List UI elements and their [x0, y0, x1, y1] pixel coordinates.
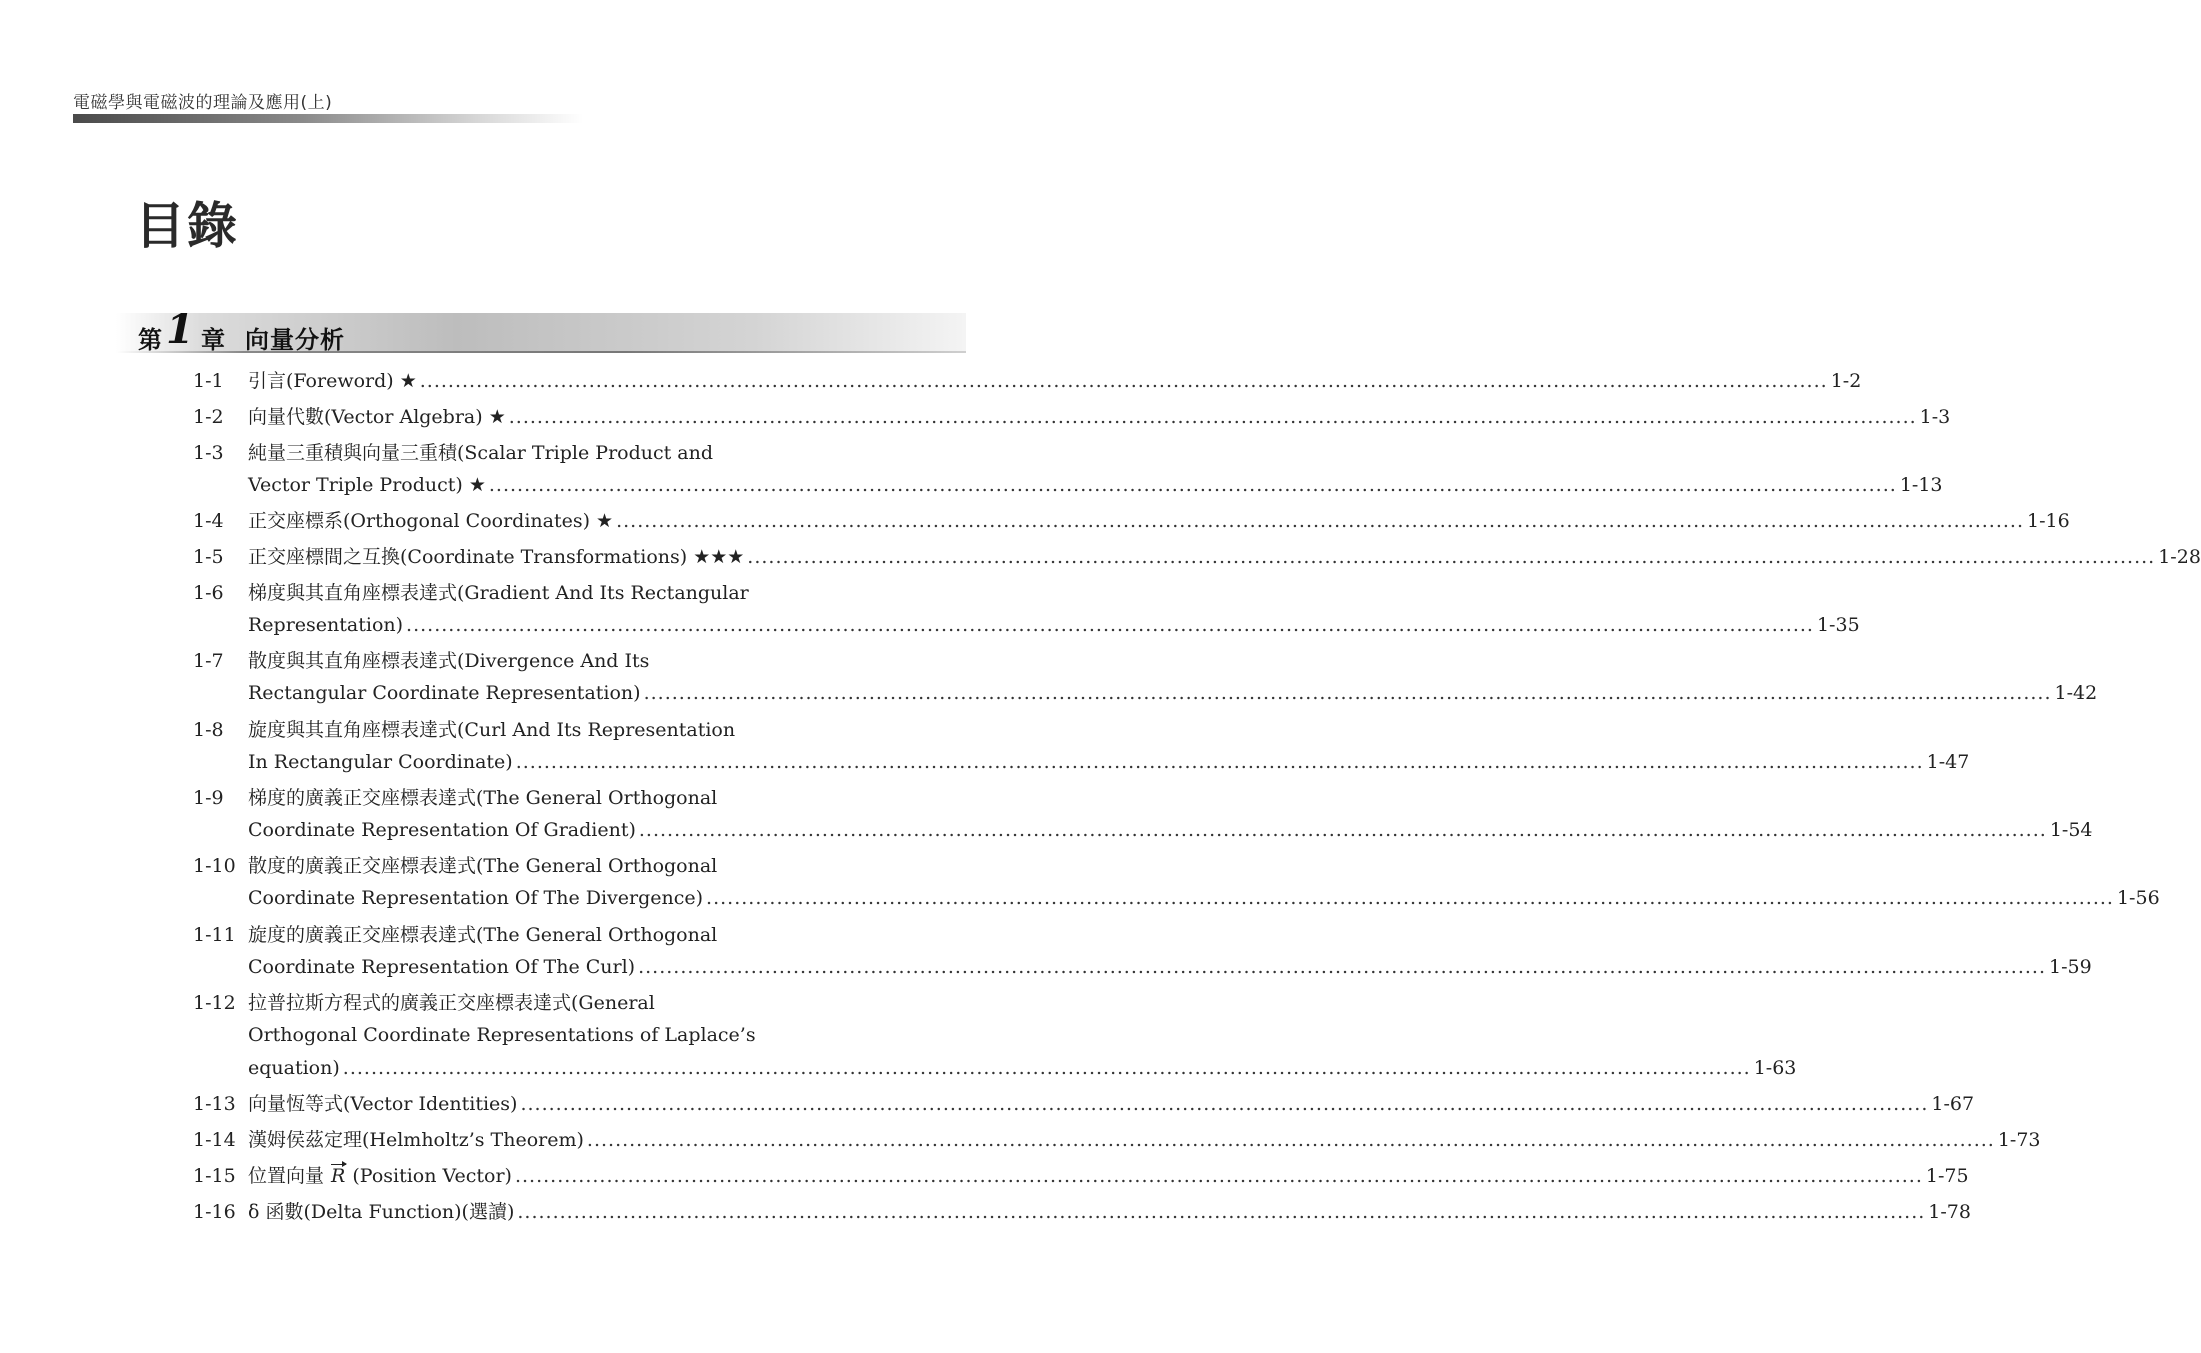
dot-leader: ........................................................................................................................................................................................................ — [419, 370, 1828, 392]
toc-entry-number: 1-6 — [193, 582, 224, 604]
toc-entry-line — [248, 1052, 1797, 1085]
toc-entry-title-line2: Coordinate Representation Of The Divergence) — [248, 887, 704, 909]
toc-entry-number: 1-7 — [193, 650, 224, 672]
dot-leader: ........................................................................................................................................................................................................ — [638, 956, 2046, 978]
toc-entry-title-line2: Vector Triple Product) ★ — [248, 474, 486, 496]
dot-leader: ........................................................................................................................................................................................................ — [515, 751, 1924, 773]
toc-entry-number: 1-15 — [193, 1165, 236, 1187]
toc-entry-title: 向量恆等式(Vector Identities) — [248, 1093, 518, 1115]
toc-entry-title-line1: 散度與其直角座標表達式(Divergence And Its — [248, 650, 650, 672]
toc-entry-title: 引言(Foreword) ★ — [248, 370, 417, 392]
toc-entry-title: 正交座標系(Orthogonal Coordinates) ★ — [248, 510, 614, 532]
toc-entry-page: 1-35 — [1816, 614, 1860, 636]
dot-leader: ........................................................................................................................................................................................................ — [616, 510, 2025, 532]
dot-leader: ........................................................................................................................................................................................................ — [406, 614, 1814, 636]
toc-entry-page: 1-3 — [1919, 406, 1951, 428]
toc-entry-title-line1: 散度的廣義正交座標表達式(The General Orthogonal — [248, 855, 718, 877]
dot-leader: ........................................................................................................................................................................................................ — [508, 406, 1917, 428]
toc-entry-page: 1-13 — [1899, 474, 1943, 496]
toc-entry-line — [248, 1124, 2041, 1157]
toc-entry-number: 1-14 — [193, 1129, 236, 1151]
toc-entry-number: 1-9 — [193, 787, 224, 809]
toc-entry-line — [248, 505, 2070, 538]
chapter-number: 1 — [166, 306, 194, 353]
toc-entry-page: 1-54 — [2049, 819, 2093, 841]
toc-entry-number: 1-3 — [193, 442, 224, 464]
toc-entry-line — [248, 365, 1862, 398]
dot-leader: ........................................................................................................................................................................................................ — [342, 1057, 1751, 1079]
toc-entry-line — [248, 609, 1860, 642]
toc-entry-title-line1: 旋度與其直角座標表達式(Curl And Its Representation — [248, 719, 736, 741]
toc-entry-number: 1-8 — [193, 719, 224, 741]
page-title: 目錄 — [135, 197, 239, 255]
toc-entry-number: 1-16 — [193, 1201, 236, 1223]
toc-entry-title-prefix: 位置向量 — [248, 1165, 331, 1187]
vector-r-symbol: R — [330, 1160, 346, 1193]
toc-entry-title-line2: In Rectangular Coordinate) — [248, 751, 513, 773]
toc-entry-title: δ 函數(Delta Function)(選讀) — [248, 1201, 515, 1223]
dot-leader: ........................................................................................................................................................................................................ — [488, 474, 1897, 496]
toc-entry-title-line1: 純量三重積與向量三重積(Scalar Triple Product and — [248, 442, 714, 464]
toc-entry-line — [248, 401, 1951, 434]
toc-entry-line — [248, 541, 2201, 574]
toc-entry-title-line1: 拉普拉斯方程式的廣義正交座標表達式(General — [248, 992, 655, 1014]
chapter-prefix: 第 — [138, 326, 162, 354]
toc-entry-number: 1-12 — [193, 992, 236, 1014]
toc-entry-page: 1-59 — [2049, 956, 2092, 978]
toc-entry-title: 正交座標間之互換(Coordinate Transformations) ★★★ — [248, 546, 745, 568]
toc-entry-title-line2: Representation) — [248, 614, 404, 636]
dot-leader: ........................................................................................................................................................................................................ — [520, 1093, 1929, 1115]
toc-entry-title-suffix: (Position Vector) — [346, 1165, 512, 1187]
toc-entry-line — [248, 1088, 1975, 1121]
chapter-suffix: 章 — [201, 326, 225, 354]
toc-entry-page: 1-75 — [1925, 1165, 1969, 1187]
toc-entry-number: 1-11 — [193, 924, 236, 946]
toc-entry-page: 1-2 — [1830, 370, 1862, 392]
toc-entry-title-line1: 梯度與其直角座標表達式(Gradient And Its Rectangular — [248, 582, 749, 604]
running-head: 電磁學與電磁波的理論及應用(上) — [73, 93, 333, 113]
toc-entry-page: 1-56 — [2116, 887, 2160, 909]
toc-entry-page: 1-42 — [2054, 682, 2098, 704]
dot-leader: ........................................................................................................................................................................................................ — [514, 1165, 1923, 1187]
toc-entry-page: 1-67 — [1931, 1093, 1975, 1115]
chapter-title: 向量分析 — [245, 326, 345, 354]
toc-entry-line — [248, 677, 2098, 710]
toc-entry-page: 1-47 — [1926, 751, 1970, 773]
toc-entry-title-line2: Orthogonal Coordinate Representations of Laplace’s — [248, 1024, 756, 1046]
toc-entry-page: 1-73 — [1997, 1129, 2041, 1151]
toc-entry-title: 向量代數(Vector Algebra) ★ — [248, 406, 506, 428]
toc-entry-line — [248, 1160, 1969, 1193]
toc-entry-number: 1-1 — [193, 370, 224, 392]
toc-entry-number: 1-5 — [193, 546, 224, 568]
toc-entry-page: 1-28 — [2158, 546, 2201, 568]
toc-entry-title-line2: Rectangular Coordinate Representation) — [248, 682, 641, 704]
dot-leader: ........................................................................................................................................................................................................ — [586, 1129, 1995, 1151]
toc-entry-line — [248, 469, 1943, 502]
toc-entry-line — [248, 951, 2092, 984]
toc-entry-line — [248, 882, 2160, 915]
toc-entry-line — [248, 746, 1970, 779]
toc-entry-title-line2: Coordinate Representation Of Gradient) — [248, 819, 636, 841]
toc-entry-title-line1: 旋度的廣義正交座標表達式(The General Orthogonal — [248, 924, 718, 946]
dot-leader: ........................................................................................................................................................................................................ — [517, 1201, 1926, 1223]
dot-leader: ........................................................................................................................................................................................................ — [706, 887, 2114, 909]
toc-entry-page: 1-63 — [1753, 1057, 1797, 1079]
toc-entry-number: 1-13 — [193, 1093, 236, 1115]
toc-entry-title: 漢姆侯茲定理(Helmholtz’s Theorem) — [248, 1129, 584, 1151]
dot-leader: ........................................................................................................................................................................................................ — [747, 546, 2156, 568]
toc-entry-title — [248, 1160, 512, 1193]
toc-entry-number: 1-2 — [193, 406, 224, 428]
toc-entry-line — [248, 814, 2093, 847]
dot-leader: ........................................................................................................................................................................................................ — [638, 819, 2047, 841]
toc-entry-number: 1-4 — [193, 510, 224, 532]
toc-entry-title-line3: equation) — [248, 1057, 340, 1079]
toc-entry-page: 1-78 — [1928, 1201, 1971, 1223]
toc-entry-title-line2: Coordinate Representation Of The Curl) — [248, 956, 636, 978]
toc-entry-title-line1: 梯度的廣義正交座標表達式(The General Orthogonal — [248, 787, 718, 809]
toc-entry-page: 1-16 — [2027, 510, 2070, 532]
toc-entry-line — [248, 1196, 1971, 1229]
toc-entry-number: 1-10 — [193, 855, 236, 877]
dot-leader: ........................................................................................................................................................................................................ — [643, 682, 2052, 704]
